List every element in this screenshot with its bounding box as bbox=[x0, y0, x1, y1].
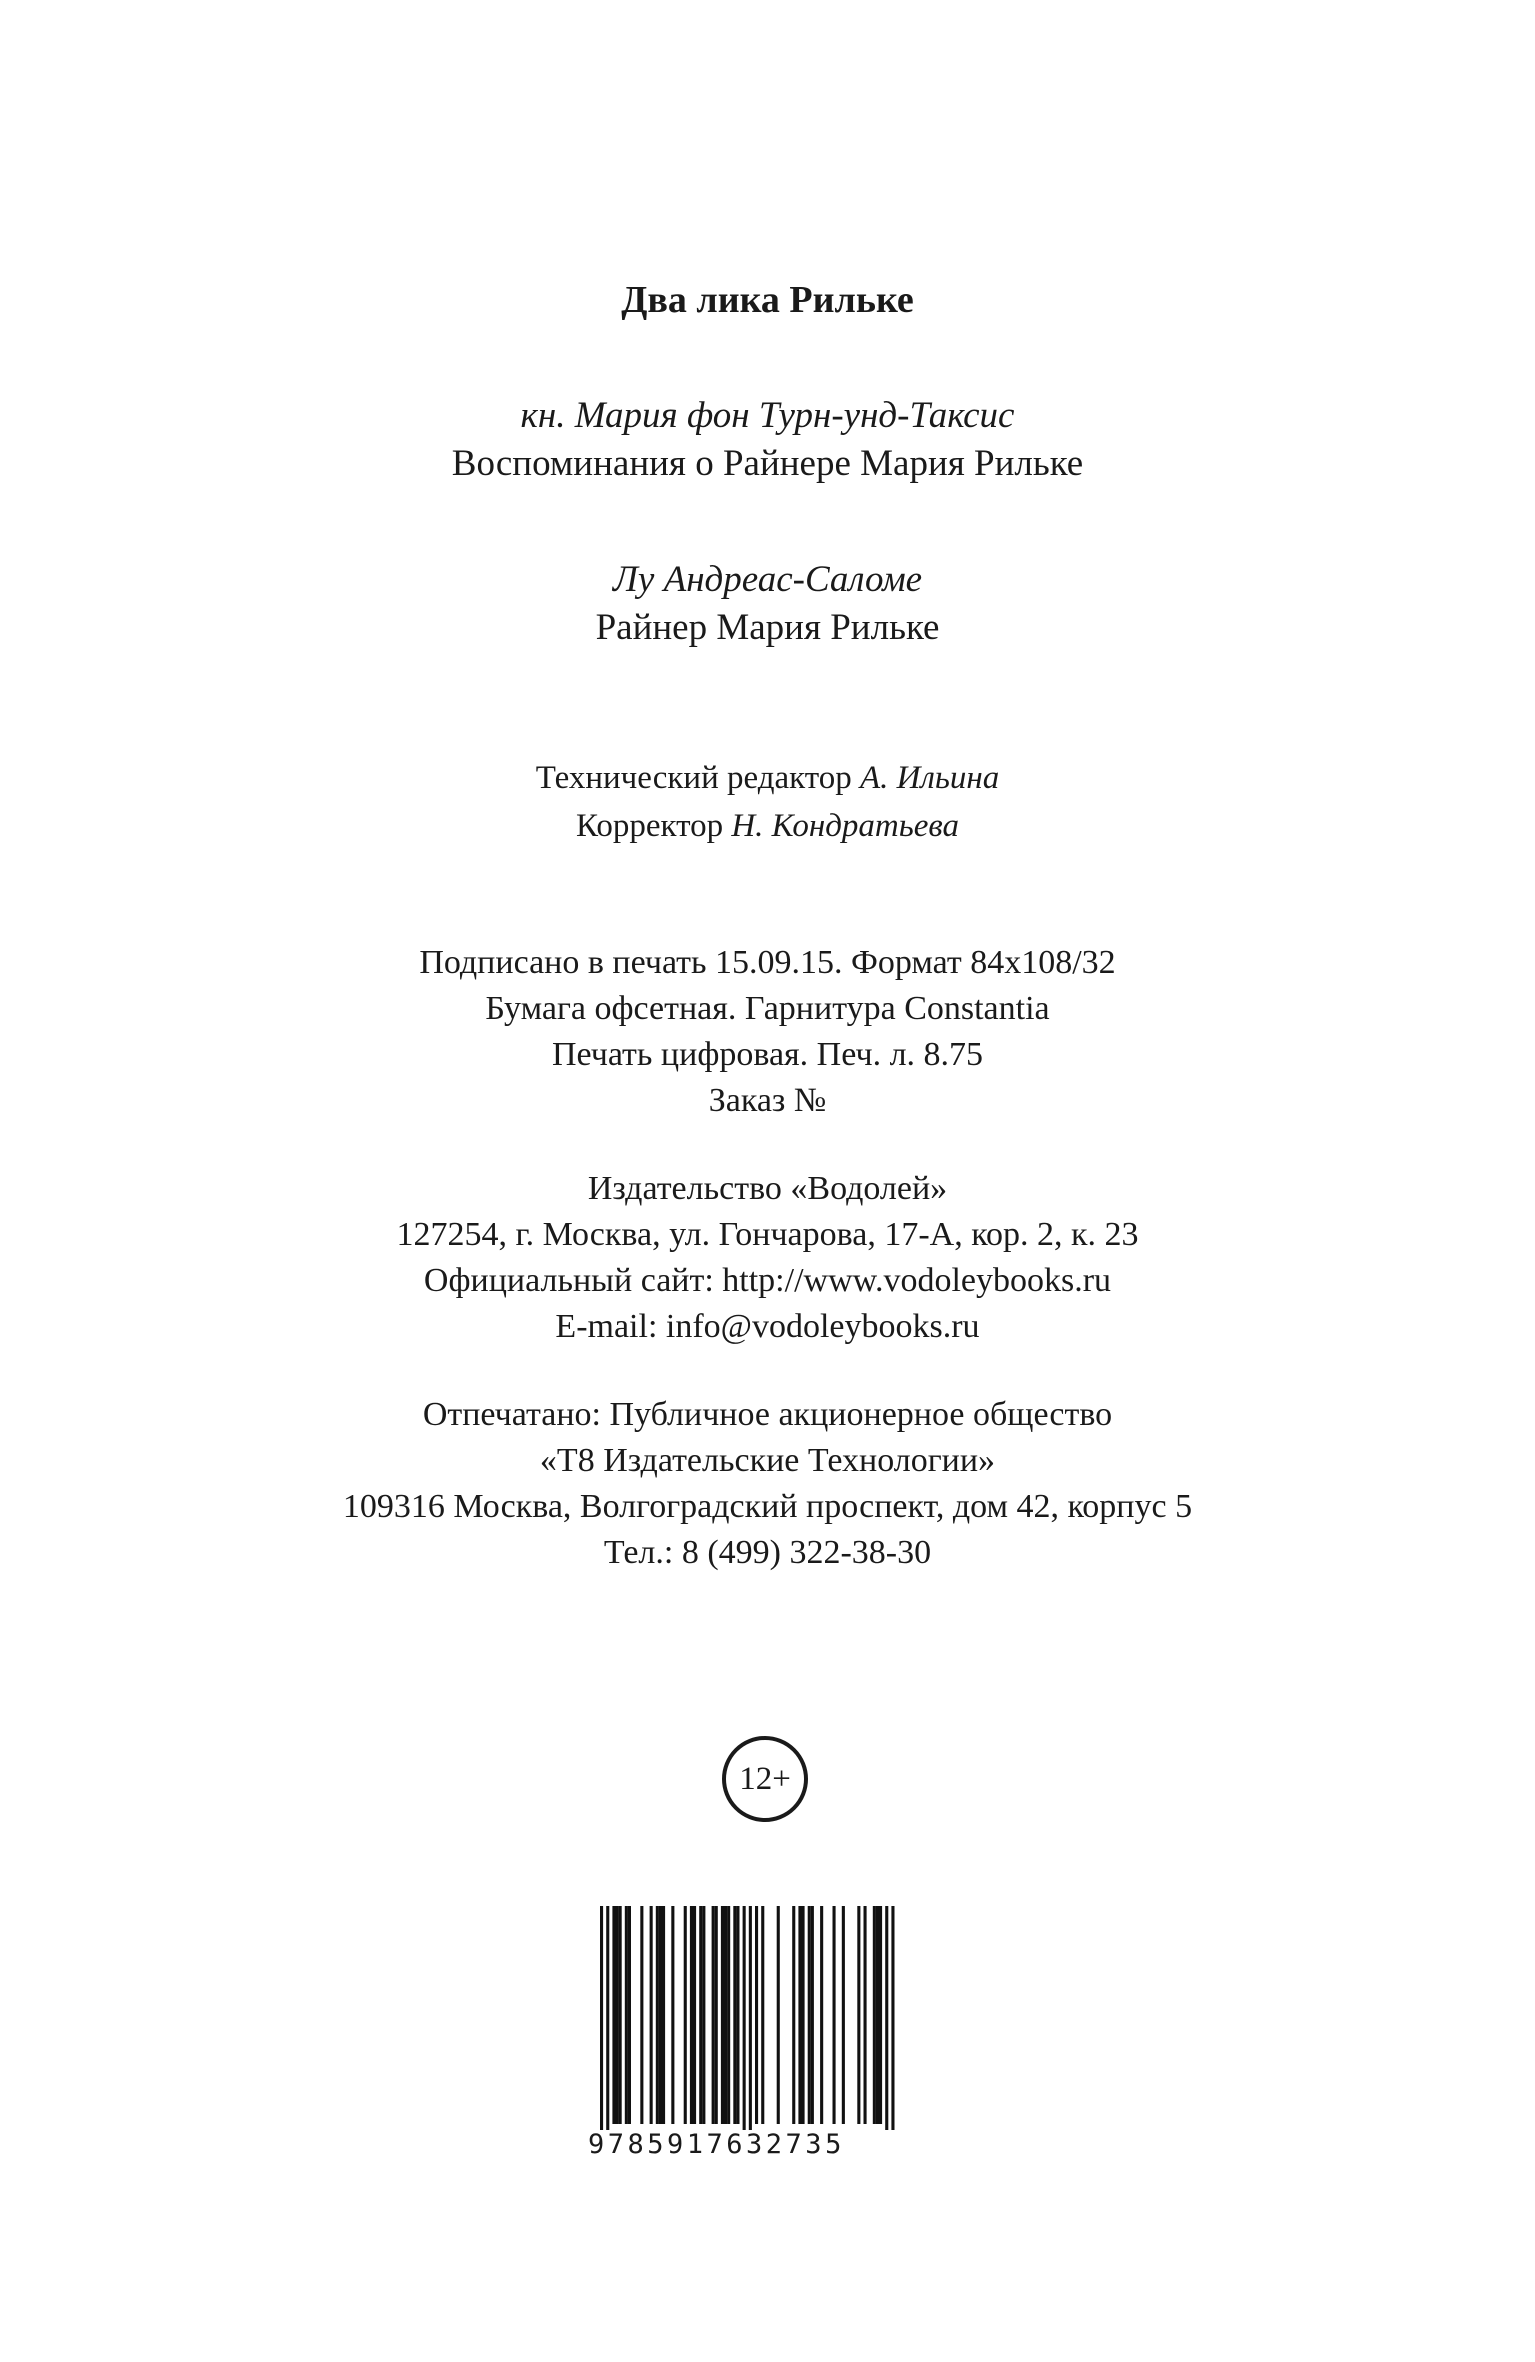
barcode-bar bbox=[671, 1906, 674, 2124]
work-entry-2 bbox=[0, 556, 1535, 652]
tech-editor-credit bbox=[0, 754, 1535, 802]
printer-line: Отпечатано: Публичное акционерное общество bbox=[422, 1396, 1113, 1433]
barcode-bar bbox=[712, 1906, 715, 2124]
print-spec-line: Заказ № bbox=[708, 1082, 827, 1119]
work-title: Райнер Мария Рильке bbox=[595, 607, 940, 648]
barcode-bar bbox=[808, 1906, 811, 2124]
barcode-bar bbox=[749, 1906, 752, 2136]
age-rating-text: 12+ bbox=[739, 1760, 791, 1797]
publisher-website: Официальный сайт: http://www.vodoleybooks.ru bbox=[423, 1262, 1112, 1299]
barcode-bar bbox=[628, 1906, 631, 2124]
barcode-bar bbox=[891, 1906, 894, 2136]
publisher-email: E-mail: info@vodoleybooks.ru bbox=[555, 1308, 980, 1345]
work-author: кн. Мария фон Турн-унд-Таксис bbox=[520, 395, 1015, 436]
publisher-address: 127254, г. Москва, ул. Гончарова, 17-А, кор. 2, к. 23 bbox=[396, 1216, 1139, 1253]
barcode-bar bbox=[606, 1906, 609, 2136]
tech-editor-name: А. Ильина bbox=[859, 760, 1000, 796]
print-spec-line: Печать цифровая. Печ. л. 8.75 bbox=[551, 1036, 984, 1073]
publisher-info bbox=[0, 1166, 1535, 1350]
barcode-bar bbox=[659, 1906, 662, 2124]
work-title: Воспоминания о Райнере Мария Рильке bbox=[451, 443, 1084, 484]
barcode-bar bbox=[798, 1906, 801, 2124]
barcode-digits: 9785917632735 bbox=[586, 2130, 918, 2160]
barcode-bar bbox=[873, 1906, 876, 2124]
isbn-barcode bbox=[586, 1906, 916, 2160]
tech-editor-role: Технический редактор bbox=[535, 760, 852, 796]
barcode-bar bbox=[721, 1906, 724, 2124]
barcode-bar bbox=[733, 1906, 736, 2124]
printer-line: «Т8 Издательские Технологии» bbox=[539, 1442, 996, 1479]
book-title-text: Два лика Рильке bbox=[621, 279, 914, 321]
age-rating-badge bbox=[722, 1736, 808, 1822]
print-spec-line: Подписано в печать 15.09.15. Формат 84х108/32 bbox=[419, 944, 1116, 981]
barcode-bar bbox=[761, 1906, 764, 2124]
barcode-bar bbox=[811, 1906, 814, 2124]
barcode-bar bbox=[724, 1906, 727, 2124]
book-title bbox=[0, 276, 1535, 324]
barcode-bar bbox=[727, 1906, 730, 2124]
barcode-bar bbox=[755, 1906, 758, 2124]
barcode-bar bbox=[616, 1906, 619, 2124]
work-entry-1 bbox=[0, 392, 1535, 488]
barcode-bar bbox=[684, 1906, 687, 2124]
barcode-bar bbox=[650, 1906, 653, 2124]
proofreader-name: Н. Кондратьева bbox=[731, 808, 959, 844]
barcode-bar bbox=[690, 1906, 693, 2124]
barcode-bar bbox=[833, 1906, 836, 2124]
barcode-bar bbox=[640, 1906, 643, 2124]
barcode-bar bbox=[802, 1906, 805, 2124]
proofreader-role: Корректор bbox=[575, 808, 724, 844]
barcode-bar bbox=[876, 1906, 879, 2124]
barcode-bar bbox=[702, 1906, 705, 2124]
barcode-bar bbox=[864, 1906, 867, 2124]
barcode-bar bbox=[842, 1906, 845, 2124]
barcode-bar bbox=[743, 1906, 746, 2136]
publisher-name: Издательство «Водолей» bbox=[587, 1170, 948, 1207]
barcode-bar bbox=[612, 1906, 615, 2124]
barcode-bar bbox=[885, 1906, 888, 2136]
print-spec-line: Бумага офсетная. Гарнитура Constantia bbox=[485, 990, 1050, 1027]
editorial-credits bbox=[0, 754, 1535, 850]
barcode-bars bbox=[586, 1906, 916, 2136]
barcode-bar bbox=[625, 1906, 628, 2124]
barcode-bar bbox=[619, 1906, 622, 2124]
barcode-bar bbox=[662, 1906, 665, 2124]
barcode-bar bbox=[693, 1906, 696, 2124]
barcode-bar bbox=[656, 1906, 659, 2124]
barcode-bar bbox=[857, 1906, 860, 2124]
barcode-bar bbox=[792, 1906, 795, 2124]
printer-line: 109316 Москва, Волгоградский проспект, дом 42, корпус 5 bbox=[342, 1488, 1193, 1525]
printer-info bbox=[0, 1392, 1535, 1576]
barcode-bar bbox=[600, 1906, 603, 2136]
printer-line: Тел.: 8 (499) 322-38-30 bbox=[603, 1534, 932, 1571]
barcode-bar bbox=[699, 1906, 702, 2124]
print-specs bbox=[0, 940, 1535, 1124]
barcode-bar bbox=[820, 1906, 823, 2124]
barcode-bar bbox=[777, 1906, 780, 2124]
barcode-bar bbox=[736, 1906, 739, 2124]
barcode-bar bbox=[715, 1906, 718, 2124]
proofreader-credit bbox=[0, 802, 1535, 850]
barcode-bar bbox=[879, 1906, 882, 2124]
work-author: Лу Андреас-Саломе bbox=[612, 559, 923, 600]
